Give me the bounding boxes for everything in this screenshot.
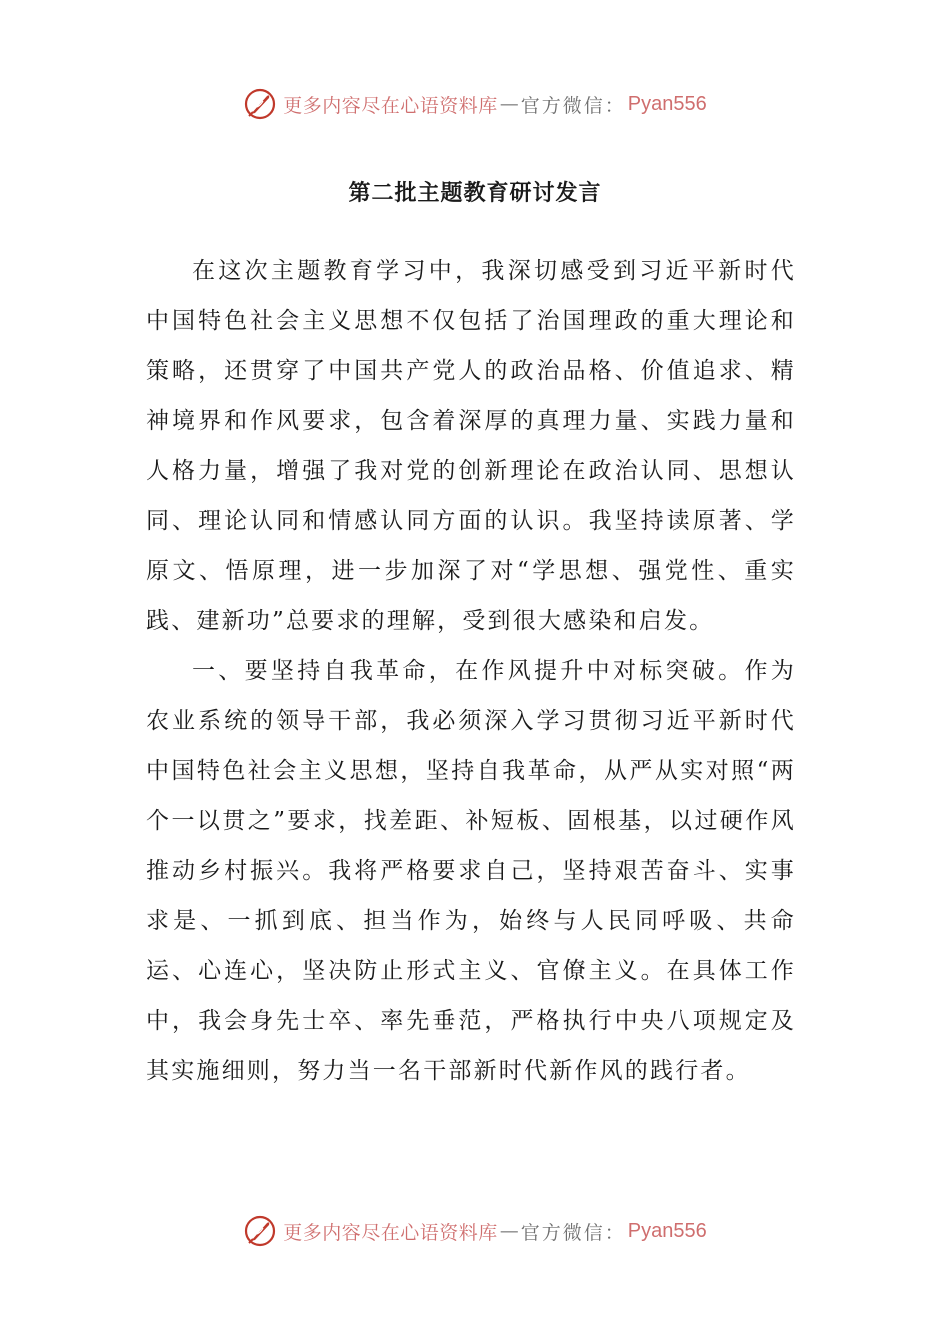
watermark-site-name: 更多内容尽在心语资料库 bbox=[283, 94, 498, 117]
watermark-wechat-label: 官方微信： bbox=[520, 1221, 626, 1244]
quill-pen-logo-icon bbox=[243, 87, 277, 121]
body-paragraph-intro: 在这次主题教育学习中，我深切感受到习近平新时代中国特色社会主义思想不仅包括了治国理政的重大理论和策略，还贯穿了中国共产党人的政治品格、价值追求、精神境界和作风要求，包含着深厚的真理力量、实践力量和人格力量，增强了我对党的创新理论在政治认同、思想认同、理论认同和情感认同方面的认识。我坚持读原著、学原文、悟原理，进一步加深了对“学思想、强党性、重实践、建新功”总要求的理解，受到很大感染和启发。 bbox=[146, 258, 796, 634]
watermark-wechat-id: Pyan556 bbox=[627, 92, 707, 115]
document-title: 第二批主题教育研讨发言 bbox=[348, 181, 602, 206]
quill-pen-logo-icon bbox=[243, 1214, 277, 1248]
document-body bbox=[146, 246, 796, 1096]
watermark-dash: — bbox=[499, 1220, 519, 1242]
watermark-dash: — bbox=[499, 93, 519, 115]
watermark-wechat-label: 官方微信： bbox=[520, 94, 626, 117]
footer-watermark bbox=[0, 1211, 950, 1251]
watermark-wechat-id: Pyan556 bbox=[627, 1219, 707, 1242]
watermark-site-name: 更多内容尽在心语资料库 bbox=[283, 1221, 498, 1244]
header-watermark bbox=[0, 84, 950, 124]
body-paragraph-section-one: 一、要坚持自我革命，在作风提升中对标突破。作为农业系统的领导干部，我必须深入学习贯彻习近平新时代中国特色社会主义思想，坚持自我革命，从严从实对照“两个一以贯之”要求，找差距、补短板、固根基，以过硬作风推动乡村振兴。我将严格要求自己，坚持艰苦奋斗、实事求是、一抓到底、担当作为，始终与人民同呼吸、共命运、心连心，坚决防止形式主义、官僚主义。在具体工作中，我会身先士卒、率先垂范，严格执行中央八项规定及其实施细则，努力当一名干部新时代新作风的践行者。 bbox=[146, 658, 796, 1084]
